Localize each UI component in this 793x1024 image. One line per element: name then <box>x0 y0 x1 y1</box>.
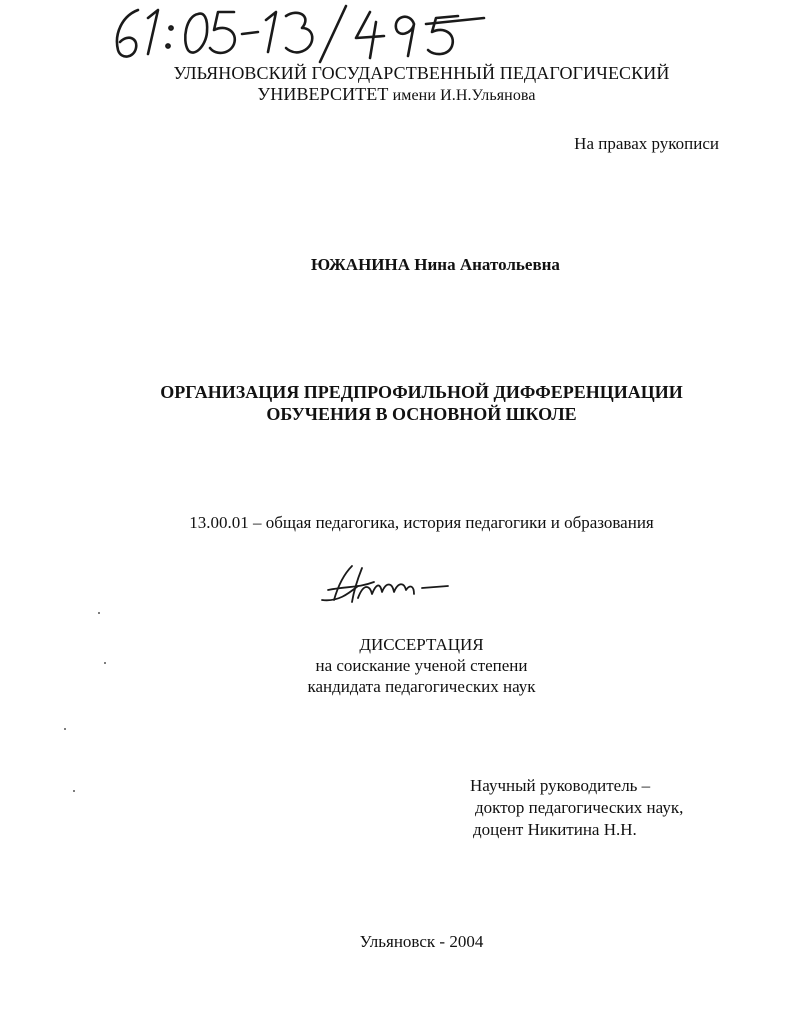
scan-speck <box>98 612 100 614</box>
scan-speck <box>104 662 106 664</box>
handwritten-code-drawing <box>108 2 488 64</box>
university-named-after: имени И.Н.Ульянова <box>388 87 536 104</box>
scan-speck <box>73 790 75 792</box>
degree-purpose: на соискание ученой степени <box>315 656 528 675</box>
manuscript-rights-note: На правах рукописи <box>574 134 719 153</box>
university-name-line1: УЛЬЯНОВСКИЙ ГОСУДАРСТВЕННЫЙ ПЕДАГОГИЧЕСКИЙ <box>173 63 670 83</box>
university-name-line2 <box>0 84 793 106</box>
supervisor-degree: доктор педагогических наук, <box>475 798 684 817</box>
signature-drawing <box>318 560 468 610</box>
supervisor-label: Научный руководитель – <box>470 776 651 795</box>
supervisor-name: доцент Никитина Н.Н. <box>473 820 637 839</box>
author-name: ЮЖАНИНА Нина Анатольевна <box>311 255 560 274</box>
thesis-title-line2: ОБУЧЕНИЯ В ОСНОВНОЙ ШКОЛЕ <box>266 404 577 424</box>
degree-name: кандидата педагогических наук <box>307 677 536 696</box>
signature <box>318 560 468 610</box>
document-type: ДИССЕРТАЦИЯ <box>359 635 484 654</box>
scan-speck <box>64 728 66 730</box>
city-year: Ульяновск - 2004 <box>359 932 484 951</box>
specialty-code: 13.00.01 – общая педагогика, история педагогики и образования <box>189 513 654 532</box>
thesis-title-line1: ОРГАНИЗАЦИЯ ПРЕДПРОФИЛЬНОЙ ДИФФЕРЕНЦИАЦИИ <box>160 382 683 402</box>
handwritten-archive-code <box>108 2 488 64</box>
university-word: УНИВЕРСИТЕТ <box>257 84 389 104</box>
